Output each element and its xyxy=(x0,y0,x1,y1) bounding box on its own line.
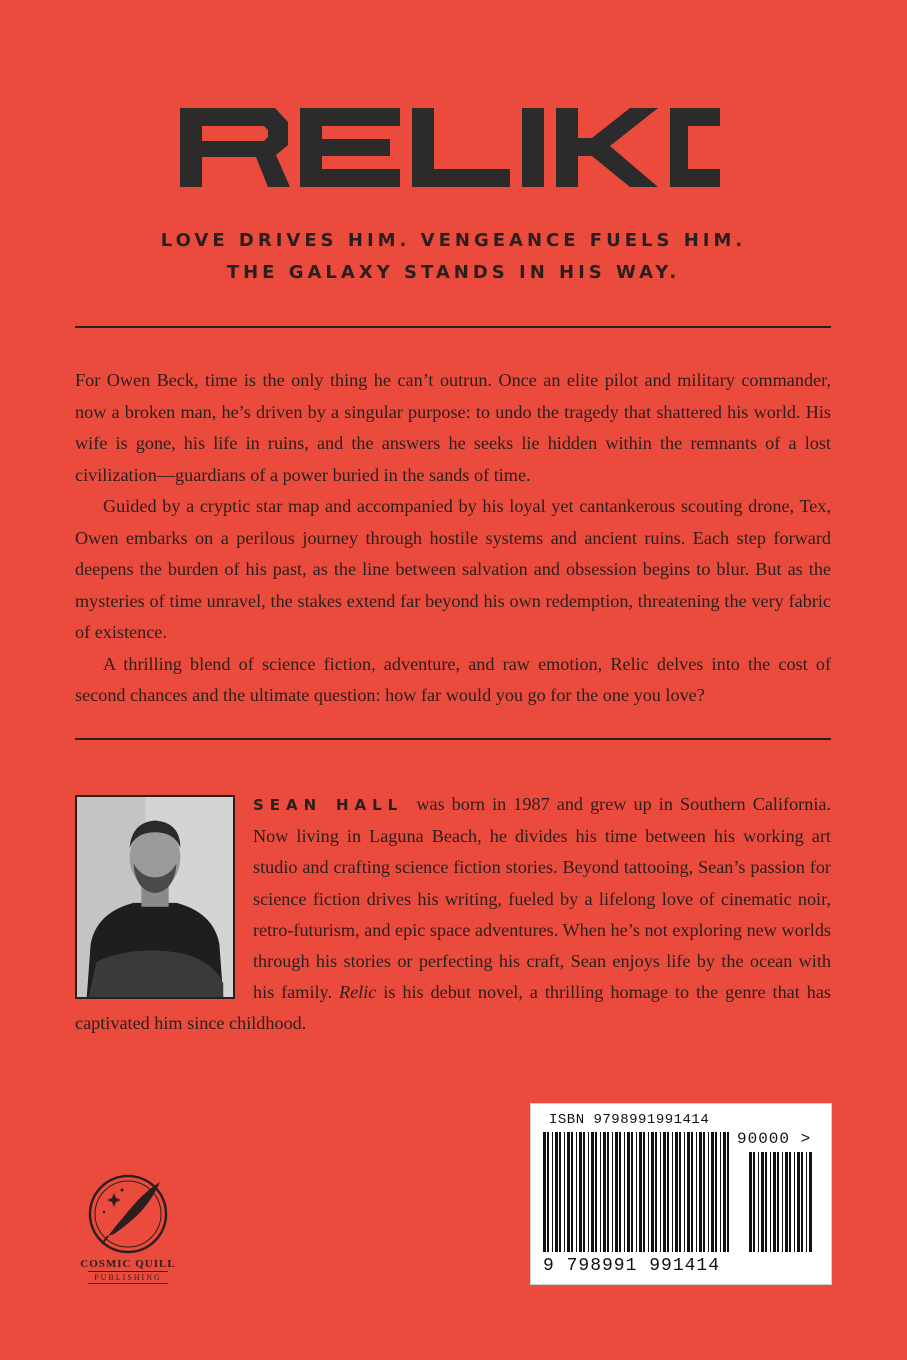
barcode-bar xyxy=(612,1132,613,1252)
barcode-bar xyxy=(619,1132,621,1252)
barcode-bar xyxy=(603,1132,606,1252)
barcode-bar xyxy=(583,1132,585,1252)
blurb-paragraph-3: A thrilling blend of science fiction, adventure, and raw emotion, Relic delves into the cost of second chances and the ultimate question: how far would you go for the one you love? xyxy=(75,653,831,705)
barcode-bar xyxy=(672,1132,673,1252)
price-code: 90000 > xyxy=(737,1130,812,1148)
barcode-bar xyxy=(765,1152,767,1252)
barcode-bar xyxy=(547,1132,549,1252)
author-name: SEAN HALL xyxy=(253,796,404,814)
barcode-bar xyxy=(607,1132,609,1252)
barcode-bar xyxy=(667,1132,669,1252)
barcode-bar xyxy=(615,1132,618,1252)
barcode-bar xyxy=(636,1132,637,1252)
divider-bottom xyxy=(75,738,831,740)
barcode-bar xyxy=(809,1152,812,1252)
barcode-bar xyxy=(559,1132,561,1252)
barcode-bar xyxy=(552,1132,553,1252)
barcode-bar xyxy=(564,1132,565,1252)
barcode-bar xyxy=(797,1152,800,1252)
barcode-bar xyxy=(708,1132,709,1252)
barcode-bar xyxy=(684,1132,685,1252)
barcode-bar xyxy=(770,1152,771,1252)
barcode-bar xyxy=(715,1132,717,1252)
bio-book-title: Relic xyxy=(338,982,377,1003)
barcode-bar xyxy=(720,1132,721,1252)
barcode-bar xyxy=(639,1132,642,1252)
barcode-bar xyxy=(699,1132,702,1252)
barcode-bar xyxy=(696,1132,697,1252)
isbn-label: ISBN 9798991991414 xyxy=(549,1112,710,1128)
barcode-bar xyxy=(749,1152,752,1252)
barcode-bar xyxy=(543,1132,546,1252)
barcode-bar xyxy=(624,1132,625,1252)
barcode-bar xyxy=(794,1152,795,1252)
barcode-bar xyxy=(785,1152,788,1252)
barcode-bar xyxy=(703,1132,705,1252)
tagline-line-1: LOVE DRIVES HIM. VENGEANCE FUELS HIM. xyxy=(160,230,747,251)
publisher-name: COSMIC QUILL xyxy=(80,1258,176,1270)
blurb-paragraph-2: Guided by a cryptic star map and accompanied by his loyal yet cantankerous scouting drone, Tex, Owen embarks on a perilous journey through hostile systems and ancient ruins. Each step forward deepens the burden of his past, as the line between salvation and obsession begins to blur. But as the mysteries of time unravel, the stakes extend far beyond his own redemption, threatening the very fabric of existence. xyxy=(75,496,831,642)
barcode-bar xyxy=(571,1132,573,1252)
author-bio xyxy=(75,789,831,1040)
barcode-bar xyxy=(579,1132,582,1252)
title-logotype xyxy=(180,100,720,195)
barcode-bar xyxy=(648,1132,649,1252)
barcode-bar xyxy=(660,1132,661,1252)
barcode-bar xyxy=(801,1152,803,1252)
barcode-bar xyxy=(643,1132,645,1252)
barcode-bar xyxy=(627,1132,630,1252)
barcode-bar xyxy=(591,1132,594,1252)
barcode-bar xyxy=(761,1152,764,1252)
isbn-barcode xyxy=(530,1103,832,1285)
price-bars xyxy=(749,1152,819,1272)
barcode-bar xyxy=(691,1132,693,1252)
book-title xyxy=(180,100,720,195)
tagline-line-2: THE GALAXY STANDS IN HIS WAY. xyxy=(226,262,681,283)
quill-icon xyxy=(78,1168,178,1258)
isbn-digits: 9 798991 991414 xyxy=(543,1256,721,1276)
barcode-bar xyxy=(789,1152,791,1252)
barcode-bar xyxy=(753,1152,755,1252)
publisher-logo xyxy=(78,1168,178,1293)
barcode-bar xyxy=(711,1132,714,1252)
blurb-paragraph-1: For Owen Beck, time is the only thing he can’t outrun. Once an elite pilot and military commander, now a broken man, he’s driven by a singular purpose: to undo the tragedy that shattered his world. His wife is gone, his life in ruins, and the answers he seeks lie hidden within the remnants of a lost civilization—guardians of a power buried in the sands of time. xyxy=(75,370,831,485)
barcode-bar xyxy=(679,1132,681,1252)
divider-top xyxy=(75,326,831,328)
barcode-bar xyxy=(782,1152,783,1252)
bio-text-1: was born in 1987 and grew up in Southern California. Now living in Laguna Beach, he divides his time between his working art studio and crafting science fiction stories. Beyond tattooing, Sean’s passion for science fiction drives his writing, fueled by a lifelong love of cinematic noir, retro-futurism, and epic space adventures. When he’s not exploring new worlds through his stories or perfecting his craft, Sean enjoys life by the ocean with his family. xyxy=(253,794,832,1003)
barcode-bar xyxy=(600,1132,601,1252)
barcode-bar xyxy=(675,1132,678,1252)
main-bars xyxy=(543,1132,733,1252)
barcode-bar xyxy=(806,1152,807,1252)
barcode-bar xyxy=(758,1152,759,1252)
barcode-bar xyxy=(555,1132,558,1252)
barcode-bar xyxy=(631,1132,633,1252)
bio-text-2: is his debut novel, a thrilling homage to the genre that has captivated him since childhood. xyxy=(75,982,831,1034)
barcode-bar xyxy=(727,1132,729,1252)
publisher-sub: PUBLISHING xyxy=(88,1271,168,1284)
barcode-bar xyxy=(777,1152,779,1252)
barcode-bar xyxy=(723,1132,726,1252)
barcode-bar xyxy=(651,1132,654,1252)
barcode-bar xyxy=(663,1132,666,1252)
barcode-bar xyxy=(687,1132,690,1252)
barcode-bar xyxy=(773,1152,776,1252)
barcode-bar xyxy=(567,1132,570,1252)
barcode-bar xyxy=(595,1132,597,1252)
barcode-bar xyxy=(588,1132,589,1252)
barcode-bar xyxy=(576,1132,577,1252)
book-blurb xyxy=(75,365,831,712)
barcode-bar xyxy=(655,1132,657,1252)
